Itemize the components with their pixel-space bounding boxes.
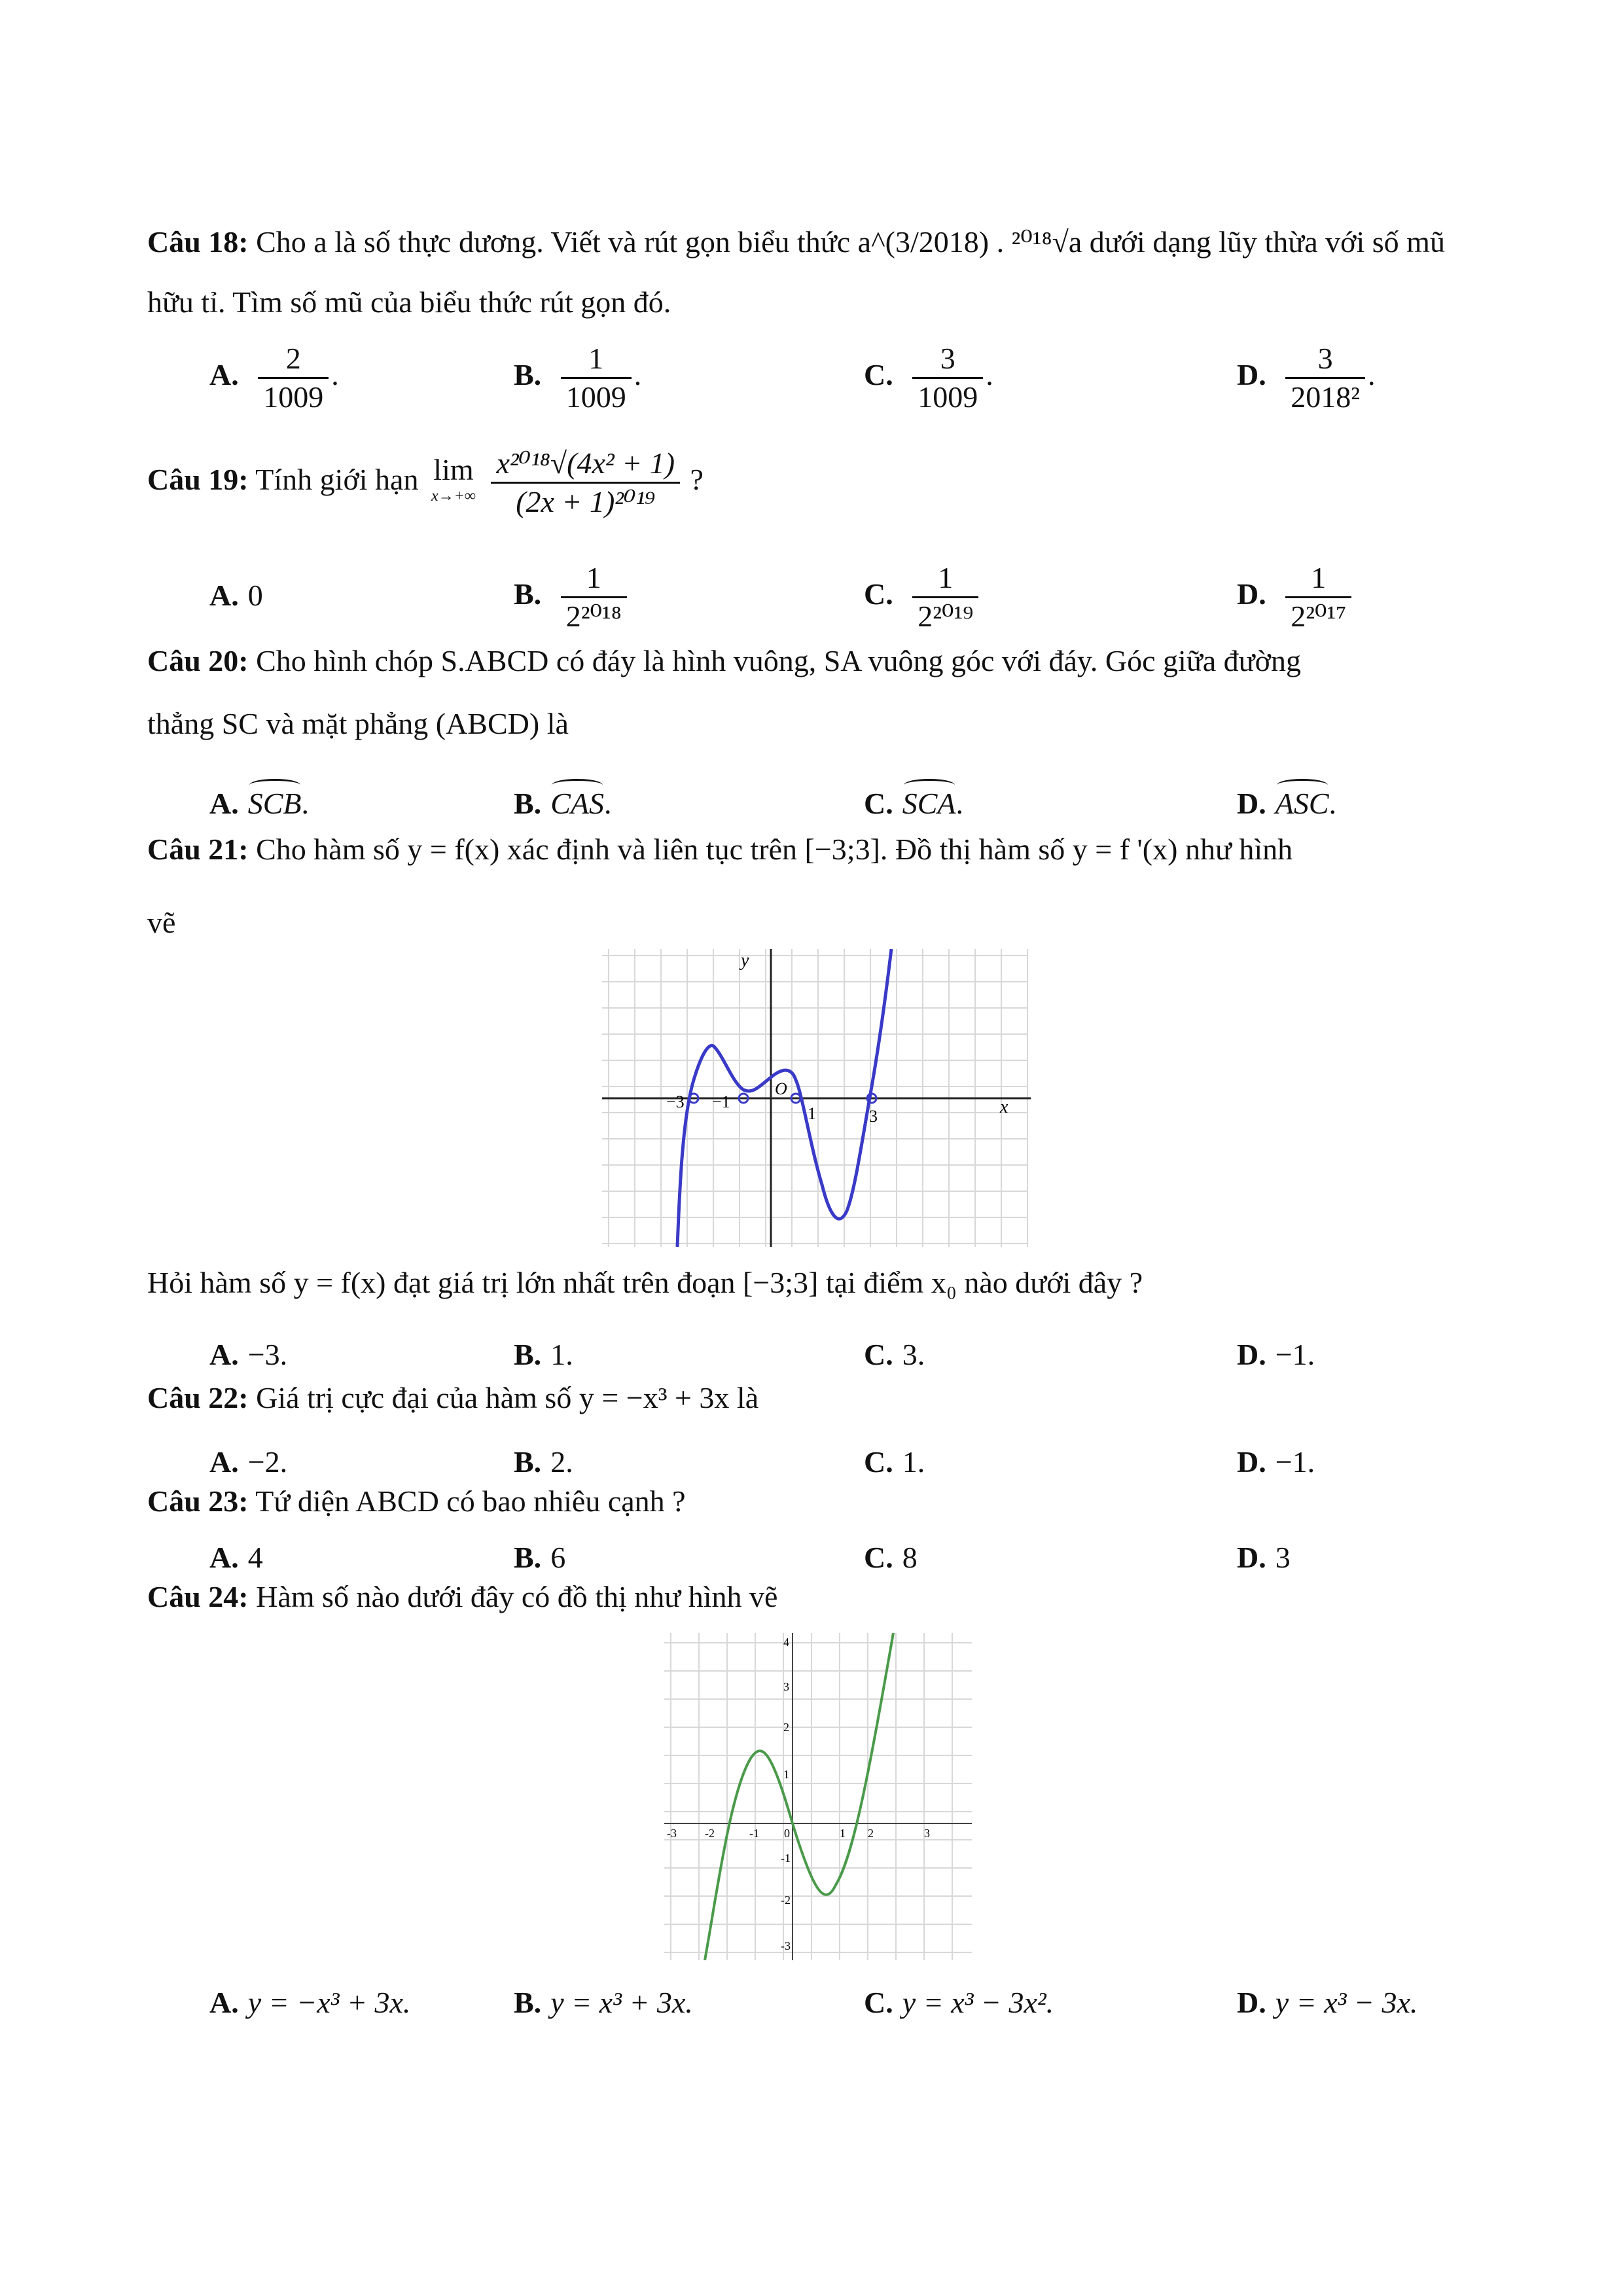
question-20-line1: Câu 20: Cho hình chóp S.ABCD có đáy là hình vuông, SA vuông góc với đáy. Góc giữa đường <box>147 644 1301 677</box>
q21-option-a[interactable]: A. −3. <box>209 1338 288 1371</box>
q21-option-b[interactable]: B. 1. <box>514 1338 573 1371</box>
x-tick-minus2: -2 <box>705 1827 715 1840</box>
q23-option-b[interactable]: B. 6 <box>514 1541 566 1574</box>
q19-option-c[interactable]: C. $\frac{1}{\text{2²⁰¹⁹}}$ <box>864 560 981 635</box>
question-21-line1: Câu 21: Cho hàm số y = f(x) xác định và liên tục trên [−3;3]. Đồ thị hàm số y = f '(x) như hình <box>147 833 1293 866</box>
q21-derivative-graph <box>602 949 1034 1247</box>
q18-option-b[interactable]: B. $\frac{1}{1009}$ . <box>514 342 642 414</box>
x-tick-0: 0 <box>784 1827 790 1840</box>
question-22: Câu 22: Giá trị cực đại của hàm số y = −x³ + 3x là <box>147 1381 759 1414</box>
question-23-label: Câu 23: <box>147 1484 249 1518</box>
y-tick-minus2: -2 <box>781 1893 791 1907</box>
y-tick-3: 3 <box>783 1680 789 1693</box>
question-19-label: Câu 19: <box>147 463 249 497</box>
tick-label-minus1: −1 <box>712 1092 730 1111</box>
q21-option-c[interactable]: C. 3. <box>864 1338 925 1371</box>
question-24: Câu 24: Hàm số nào dưới đây có đồ thị như hình vẽ <box>147 1580 778 1613</box>
q20-option-a[interactable]: A. SCB. <box>209 784 309 823</box>
x-tick-1: 1 <box>840 1827 846 1840</box>
tick-label-minus3: −3 <box>666 1092 685 1111</box>
y-tick-4: 4 <box>783 1636 789 1649</box>
tick-label-1: 1 <box>808 1104 816 1123</box>
x-tick-minus1: -1 <box>749 1827 759 1840</box>
question-20-line2: thẳng SC và mặt phẳng (ABCD) là <box>147 707 569 740</box>
question-18-line2: hữu tỉ. Tìm số mũ của biểu thức rút gọn đó. <box>147 285 671 319</box>
limit-fraction: $\frac{\text{x²⁰¹⁸√(4x² + 1)}}{\text{(2x + 1)²⁰¹⁹}}$ <box>491 445 680 520</box>
cubic-curve <box>705 1633 893 1960</box>
question-18-text: Cho a là số thực dương. Viết và rút gọn biểu thức a^(3/2018) . ²⁰¹⁸√a dưới dạng lũy thừa với số mũ <box>256 225 1445 259</box>
question-23: Câu 23: Tứ diện ABCD có bao nhiêu cạnh ? <box>147 1484 686 1518</box>
y-axis-label: y <box>741 950 749 971</box>
y-tick-1: 1 <box>783 1768 789 1781</box>
q22-option-b[interactable]: B. 2. <box>514 1445 573 1479</box>
q18-option-a[interactable]: A. $\frac{2}{1009}$ . <box>209 342 339 414</box>
q23-option-c[interactable]: C. 8 <box>864 1541 918 1574</box>
question-21-line2: vẽ <box>147 906 176 939</box>
q23-option-a[interactable]: A. 4 <box>209 1541 263 1574</box>
q18-option-c[interactable]: C. $\frac{3}{1009}$ . <box>864 342 993 414</box>
q19-option-a[interactable]: A. 0 <box>209 579 263 612</box>
q20-option-d[interactable]: D. ASC. <box>1237 784 1336 823</box>
q20-option-b[interactable]: B. CAS. <box>514 784 611 823</box>
q23-option-d[interactable]: D. 3 <box>1237 1541 1291 1574</box>
q19-option-d[interactable]: D. $\frac{1}{\text{2²⁰¹⁷}}$ <box>1237 560 1354 635</box>
origin-label: O <box>775 1079 787 1098</box>
q21-option-d[interactable]: D. −1. <box>1237 1338 1315 1371</box>
q19-option-b[interactable]: B. $\frac{1}{\text{2²⁰¹⁸}}$ <box>514 560 630 635</box>
question-24-label: Câu 24: <box>147 1580 249 1613</box>
question-22-label: Câu 22: <box>147 1381 249 1414</box>
question-18-line1 <box>147 223 1445 262</box>
q24-option-c[interactable]: C. y = x³ − 3x². <box>864 1986 1054 2019</box>
y-tick-minus1: -1 <box>781 1852 791 1865</box>
x-tick-2: 2 <box>868 1827 874 1840</box>
x-tick-3: 3 <box>924 1827 930 1840</box>
q24-option-a[interactable]: A. y = −x³ + 3x. <box>209 1986 411 2019</box>
q24-cubic-graph <box>664 1633 972 1960</box>
y-tick-minus3: -3 <box>781 1939 791 1952</box>
q22-option-c[interactable]: C. 1. <box>864 1445 925 1479</box>
x-tick-minus3: -3 <box>667 1827 677 1840</box>
question-21-ask: Hỏi hàm số y = f(x) đạt giá trị lớn nhất trên đoạn [−3;3] tại điểm x₀ nào dưới đây ? <box>147 1266 1143 1299</box>
q24-option-d[interactable]: D. y = x³ − 3x. <box>1237 1986 1418 2019</box>
q22-option-d[interactable]: D. −1. <box>1237 1445 1315 1479</box>
limit-operator: lim x→+∞ <box>431 452 476 505</box>
question-19: Câu 19: Tính giới hạn lim x→+∞ $\frac{\text{x²⁰¹⁸√(4x² + 1)}}{\text{(2x + 1)²⁰¹⁹}}$ ? <box>147 445 704 520</box>
question-18-label: Câu 18: <box>147 225 249 259</box>
q20-option-c[interactable]: C. SCA. <box>864 784 963 823</box>
tick-label-3: 3 <box>869 1107 878 1126</box>
y-tick-2: 2 <box>783 1721 789 1734</box>
q24-option-b[interactable]: B. y = x³ + 3x. <box>514 1986 693 2019</box>
q18-option-d[interactable]: D. $\frac{3}{\text{2018²}}$ . <box>1237 342 1376 414</box>
question-21-label: Câu 21: <box>147 833 249 866</box>
x-axis-label: x <box>1000 1097 1008 1117</box>
question-20-label: Câu 20: <box>147 644 249 677</box>
q22-option-a[interactable]: A. −2. <box>209 1445 288 1479</box>
